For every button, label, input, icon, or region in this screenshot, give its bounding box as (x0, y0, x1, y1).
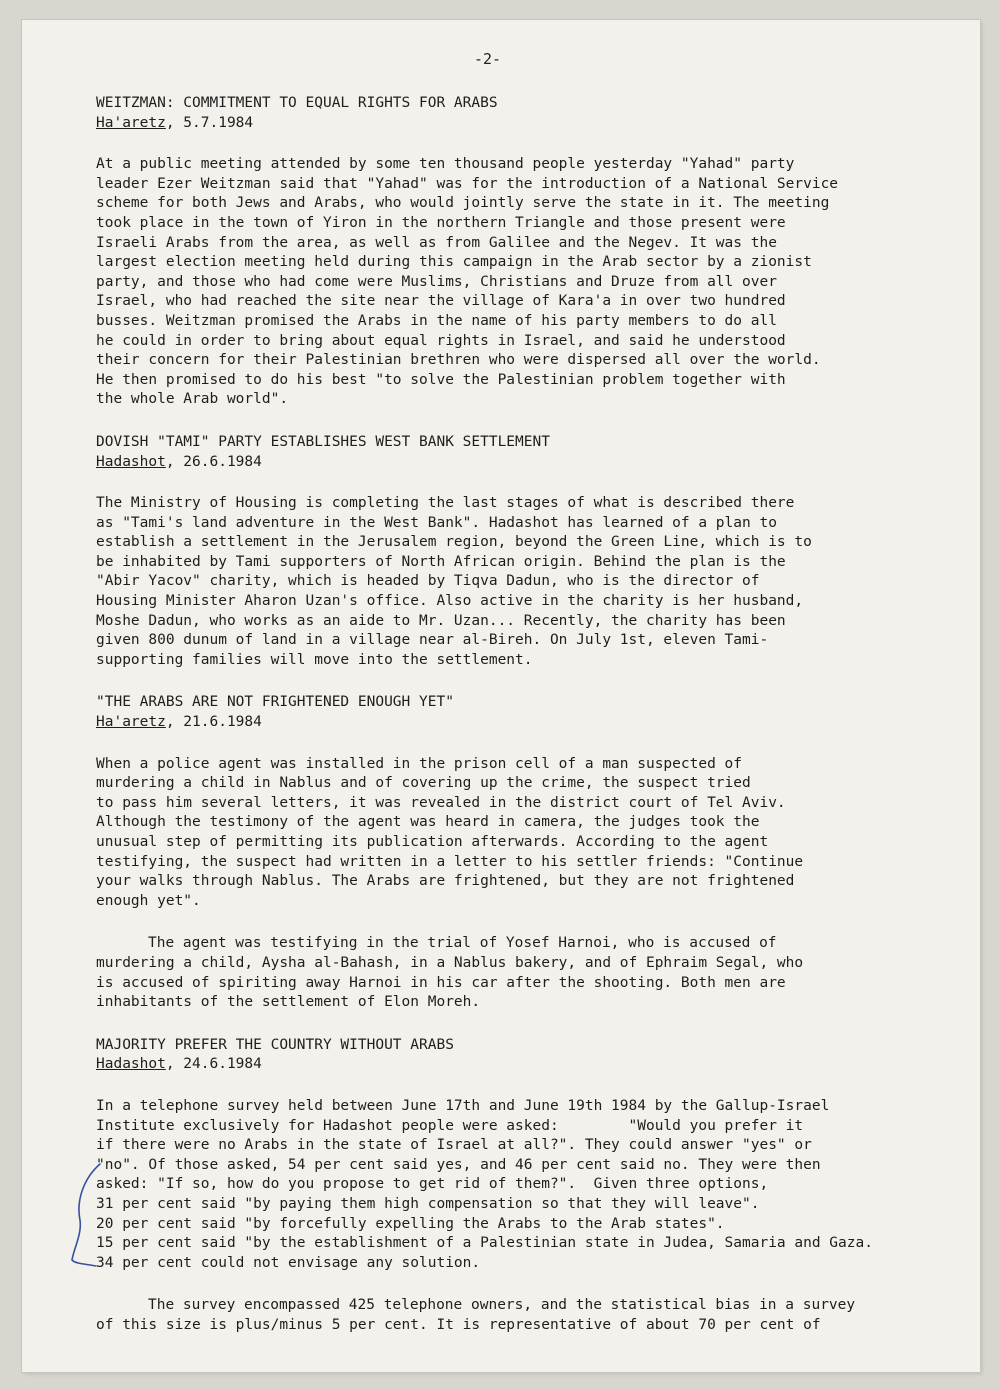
article-headline: DOVISH "TAMI" PARTY ESTABLISHES WEST BANK SETTLEMENT (96, 433, 550, 450)
text-line: largest election meeting held during this campaign in the Arab sector by a zionist (96, 254, 812, 271)
text-line: He then promised to do his best "to solve the Palestinian problem together with (96, 371, 786, 388)
article-paragraph (96, 155, 976, 410)
text-line: The agent was testifying in the trial of Yosef Harnoi, who is accused of (148, 935, 777, 952)
article-headline: "THE ARABS ARE NOT FRIGHTENED ENOUGH YET" (96, 694, 454, 711)
text-line: leader Ezer Weitzman said that "Yahad" was for the introduction of a National Service (96, 175, 839, 192)
article-paragraph (96, 934, 976, 1012)
document-body (96, 52, 976, 1358)
text-line: your walks through Nablus. The Arabs are frightened, but they are not frightened (96, 873, 795, 890)
article-source (96, 114, 976, 134)
text-line: The Ministry of Housing is completing the last stages of what is described there (96, 495, 795, 512)
text-line: as "Tami's land adventure in the West Bank". Hadashot has learned of a plan to (96, 514, 777, 531)
text-line: 31 per cent said "by paying them high compensation so that they will leave". (96, 1195, 760, 1212)
article-headline: MAJORITY PREFER THE COUNTRY WITHOUT ARABS (96, 1036, 454, 1053)
text-line: he could in order to bring about equal rights in Israel, and said he understood (96, 332, 786, 349)
text-line: establish a settlement in the Jerusalem region, beyond the Green Line, which is to (96, 534, 812, 551)
article-paragraph (96, 494, 976, 670)
source-date: , 21.6.1984 (165, 714, 262, 731)
text-line: Housing Minister Aharon Uzan's office. Also active in the charity is her husband, (96, 593, 804, 610)
text-line: is accused of spiriting away Harnoi in his car after the shooting. Both men are (96, 974, 786, 991)
text-line: Moshe Dadun, who works as an aide to Mr. Uzan... Recently, the charity has been (96, 612, 786, 629)
text-line: testifying, the suspect had written in a letter to his settler friends: "Continue (96, 853, 804, 870)
text-line: busses. Weitzman promised the Arabs in the name of his party members to do all (96, 312, 777, 329)
text-line: their concern for their Palestinian brethren who were dispersed all over the world. (96, 352, 821, 369)
source-name: Ha'aretz (96, 114, 166, 131)
article-weitzman (96, 94, 976, 410)
article-source (96, 1055, 976, 1075)
text-line: 15 per cent said "by the establishment of a Palestinian state in Judea, Samaria and Gaza. (96, 1235, 873, 1252)
text-line: Israel, who had reached the site near the village of Kara'a in over two hundred (96, 293, 786, 310)
text-line: murdering a child in Nablus and of covering up the crime, the suspect tried (96, 775, 751, 792)
text-line: At a public meeting attended by some ten thousand people yesterday "Yahad" party (96, 156, 795, 173)
source-date: , 24.6.1984 (165, 1056, 262, 1073)
text-line: The survey encompassed 425 telephone owners, and the statistical bias in a survey (148, 1297, 856, 1314)
text-line: enough yet". (96, 892, 201, 909)
source-name: Ha'aretz (96, 714, 166, 731)
article-paragraph (96, 755, 976, 912)
source-name: Hadashot (96, 1056, 166, 1073)
text-line: When a police agent was installed in the prison cell of a man suspected of (96, 755, 743, 772)
text-line: scheme for both Jews and Arabs, who would jointly serve the state in it. The meeting (96, 195, 830, 212)
text-line: 20 per cent said "by forcefully expelling the Arabs to the Arab states". (96, 1215, 725, 1232)
article-paragraph (96, 1296, 976, 1335)
text-line: be inhabited by Tami supporters of North African origin. Behind the plan is the (96, 553, 786, 570)
text-line: 34 per cent could not envisage any solution. (96, 1254, 481, 1271)
text-line: supporting families will move into the settlement. (96, 651, 533, 668)
article-tami (96, 433, 976, 671)
text-line: inhabitants of the settlement of Elon Moreh. (96, 994, 481, 1011)
text-line: Although the testimony of the agent was heard in camera, the judges took the (96, 814, 760, 831)
text-line: Institute exclusively for Hadashot people were asked: "Would you prefer it (96, 1117, 804, 1134)
page-number: -2- (474, 50, 502, 68)
source-date: , 5.7.1984 (165, 114, 254, 131)
article-arabs-frightened (96, 693, 976, 1012)
text-line: given 800 dunum of land in a village near al-Bireh. On July 1st, eleven Tami- (96, 632, 769, 649)
text-line: "no". Of those asked, 54 per cent said yes, and 46 per cent said no. They were then (96, 1156, 821, 1173)
text-line: to pass him several letters, it was revealed in the district court of Tel Aviv. (96, 794, 786, 811)
text-line: took place in the town of Yiron in the northern Triangle and those present were (96, 214, 786, 231)
text-line: In a telephone survey held between June 17th and June 19th 1984 by the Gallup-Israel (96, 1097, 830, 1114)
article-headline: WEITZMAN: COMMITMENT TO EQUAL RIGHTS FOR ARABS (96, 95, 498, 111)
text-line: the whole Arab world". (96, 391, 289, 408)
article-paragraph (96, 1097, 976, 1273)
source-date: , 26.6.1984 (165, 453, 262, 470)
handwritten-bracket-mark (66, 1160, 106, 1270)
text-line: party, and those who had come were Muslims, Christians and Druze from all over (96, 273, 777, 290)
text-line: of this size is plus/minus 5 per cent. It is representative of about 70 per cent of (96, 1316, 821, 1333)
source-name: Hadashot (96, 453, 166, 470)
article-source (96, 453, 976, 473)
article-source (96, 713, 976, 733)
text-line: asked: "If so, how do you propose to get rid of them?". Given three options, (96, 1176, 769, 1193)
text-line: "Abir Yacov" charity, which is headed by Tiqva Dadun, who is the director of (96, 573, 760, 590)
text-line: Israeli Arabs from the area, as well as from Galilee and the Negev. It was the (96, 234, 777, 251)
text-line: unusual step of permitting its publication afterwards. According to the agent (96, 834, 769, 850)
article-majority (96, 1036, 976, 1336)
text-line: if there were no Arabs in the state of Israel at all?". They could answer "yes" or (96, 1137, 812, 1154)
text-line: murdering a child, Aysha al-Bahash, in a Nablus bakery, and of Ephraim Segal, who (96, 954, 804, 971)
